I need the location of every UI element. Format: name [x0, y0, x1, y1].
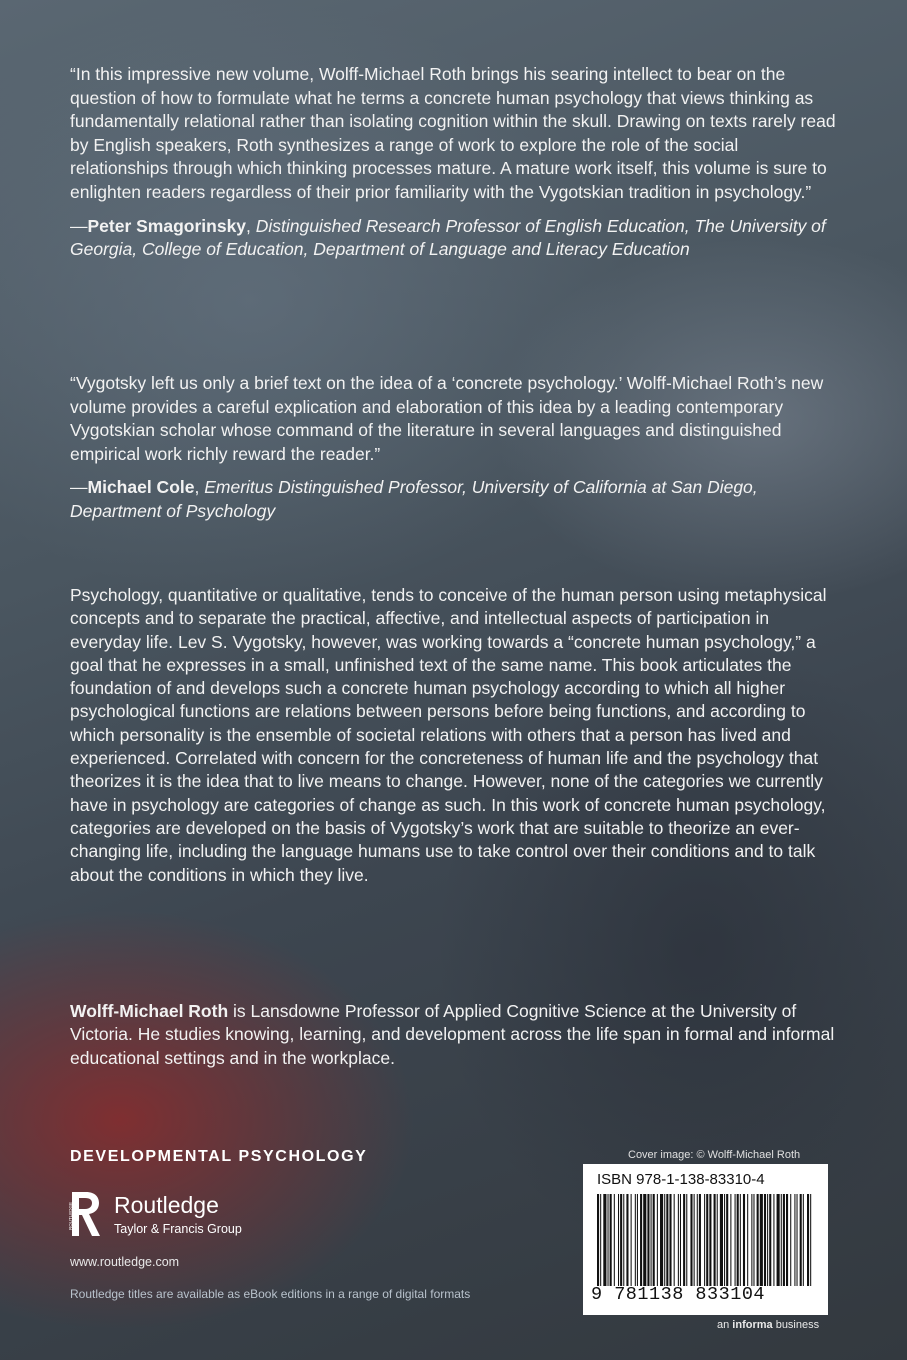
barcode-bar: [637, 1194, 638, 1286]
barcode-bar: [807, 1194, 809, 1286]
barcode-bar: [757, 1194, 759, 1286]
barcode-bar: [664, 1194, 665, 1286]
barcode-bar: [726, 1194, 728, 1286]
barcode-bar: [647, 1194, 649, 1286]
barcode-bar: [740, 1194, 741, 1286]
barcode-bar: [694, 1194, 695, 1286]
author-bio-text: [70, 1000, 840, 1070]
barcode-bar: [651, 1194, 652, 1286]
quote-1-separator: ,: [246, 215, 256, 236]
quote-1-role: Distinguished Research Professor of English Education, The University of Georgia, College of Education, Department of Language and Literacy Education: [70, 215, 826, 260]
barcode-bar: [640, 1194, 642, 1286]
barcode-bar: [764, 1194, 766, 1286]
barcode-bar: [753, 1194, 754, 1286]
barcode-bar: [743, 1194, 745, 1286]
quote-2-attribution: [70, 476, 840, 523]
author-bio-body: is Lansdowne Professor of Applied Cognitive Science at the University of Victoria. He studies knowing, learning, and development across the life span in formal and informal educational settings and in the workplace.: [70, 1001, 835, 1068]
barcode-bar: [600, 1194, 601, 1286]
series-title: DEVELOPMENTAL PSYCHOLOGY: [70, 1148, 368, 1165]
barcode-bar: [760, 1194, 763, 1286]
barcode-bar: [674, 1194, 675, 1286]
logo-vertical-text: ROUTLEDGE: [68, 1201, 73, 1230]
isbn-barcode: [583, 1164, 828, 1315]
barcode-bar: [603, 1194, 606, 1286]
barcode-bar: [704, 1194, 705, 1286]
barcode-bar: [724, 1194, 725, 1286]
barcode-bar: [699, 1194, 701, 1286]
isbn-label: ISBN 978-1-138-83310-4: [597, 1171, 765, 1188]
quote-2-dash: —: [70, 477, 88, 498]
barcode-bar: [614, 1194, 615, 1286]
cover-credit: Cover image: © Wolff-Michael Roth: [628, 1149, 801, 1161]
barcode-bars: [597, 1194, 812, 1286]
barcode-bar: [735, 1194, 736, 1286]
barcode-bar: [794, 1194, 795, 1286]
barcode-bar: [666, 1194, 668, 1286]
barcode-bar: [717, 1194, 718, 1286]
barcode-bar: [618, 1194, 619, 1286]
quote-2-text: “Vygotsky left us only a brief text on the idea of a ‘concrete psychology.’ Wolff-Michael Roth’s new volume provides a careful explication and elaboration of this idea by a leading contemporary Vygotskian scholar whose command of the literature in several languages and distinguished empirical work richly reward the reader.”: [70, 373, 824, 464]
quote-2-role: Emeritus Distinguished Professor, University of California at San Diego, Department of Psychology: [70, 477, 758, 521]
quote-1-text: “In this impressive new volume, Wolff-Michael Roth brings his searing intellect to bear on the question of how to formulate what he terms a concrete human psychology that views thinking as fundamentally relational rather than isolating cognition within the skull. Drawing on texts rarely read by English speakers, Roth synthesizes a range of work to explore the role of the social relationships through which thinking processes mature. A mature work itself, this volume is sure to enlighten readers regardless of their prior familiarity with the Vygotskian tradition in psychology.”: [70, 64, 836, 202]
publisher-website[interactable]: www.routledge.com: [70, 1255, 180, 1269]
barcode-bar: [686, 1194, 687, 1286]
barcode-bar: [720, 1194, 723, 1286]
book-description: [70, 584, 840, 887]
barcode-bar: [635, 1194, 636, 1286]
description-text: Psychology, quantitative or qualitative, tends to conceive of the human person using metaphysical concepts and to separate the practical, affective, and intellectual aspects of participation in everyday life. Lev S. Vygotsky, however, was working towards a “concrete human psychology,” a goal that he expresses in a small, unfinished text of the same name. This book articulates the foundation of and develops such a concrete human psychology according to which all higher psychological functions are relations between persons before being functions, and according to which personality is the ensemble of societal relations with others that a person has lived and experienced. Correlated with concern for the concreteness of human life and the psychology that theorizes it is the idea that to live means to change. However, none of the categories we currently have in psychology are categories of change as such. In this work of concrete human psychology, categories are developed on the basis of Vygotsky’s work that are suitable to theorize an ever-changing life, including the language humans use to take control over their conditions and to talk about the conditions in which they live.: [70, 585, 827, 885]
barcode-bar: [608, 1194, 609, 1286]
quote-1-name: Peter Smagorinsky: [87, 215, 247, 236]
barcode-bar: [751, 1194, 752, 1286]
barcode-bar: [781, 1194, 782, 1286]
barcode-bar: [657, 1194, 658, 1286]
barcode-bar: [706, 1194, 708, 1286]
barcode-bar: [803, 1194, 804, 1286]
routledge-r-icon: [68, 1190, 104, 1240]
quote-2-name: Michael Cole: [87, 477, 195, 498]
quote-1: [70, 63, 840, 262]
barcode-bar: [730, 1194, 731, 1286]
barcode-bar: [777, 1194, 780, 1286]
barcode-bar: [623, 1194, 624, 1286]
barcode-bar: [690, 1194, 692, 1286]
barcode-bar: [773, 1194, 774, 1286]
quote-1-dash: —: [70, 215, 88, 236]
barcode-bar: [697, 1194, 698, 1286]
informa-prefix: an: [717, 1319, 733, 1331]
barcode-bar: [714, 1194, 716, 1286]
barcode-bar: [797, 1194, 798, 1286]
quote-2: [70, 372, 840, 524]
barcode-bar: [783, 1194, 785, 1286]
quote-1-attribution: [70, 215, 840, 262]
barcode-bar: [660, 1194, 663, 1286]
barcode-bar: [680, 1194, 681, 1286]
ebook-note: Routledge titles are available as eBook editions in a range of digital formats: [70, 1287, 471, 1301]
barcode-bar: [610, 1194, 612, 1286]
barcode-bar: [626, 1194, 628, 1286]
barcode-bar: [786, 1194, 788, 1286]
barcode-bar: [620, 1194, 622, 1286]
barcode-bar: [810, 1194, 811, 1286]
barcode-bar: [790, 1194, 791, 1286]
routledge-logo: [68, 1190, 268, 1240]
barcode-bar: [767, 1194, 768, 1286]
barcode-bar: [643, 1194, 646, 1286]
barcode-bar: [709, 1194, 711, 1286]
barcode-bar: [747, 1194, 748, 1286]
author-name: Wolff-Michael Roth: [70, 1001, 229, 1021]
isbn-digits: 9 781138 833104: [591, 1284, 766, 1305]
barcode-bar: [678, 1194, 679, 1286]
barcode-bar: [683, 1194, 685, 1286]
barcode-bar: [653, 1194, 655, 1286]
publisher-name: Routledge: [114, 1192, 219, 1218]
informa-brand: informa: [732, 1319, 773, 1331]
barcode-bar: [737, 1194, 739, 1286]
author-bio: [70, 1000, 840, 1070]
informa-business: [717, 1319, 819, 1331]
barcode-bar: [769, 1194, 771, 1286]
barcode-bar: [631, 1194, 632, 1286]
informa-suffix: business: [772, 1319, 820, 1331]
quote-2-separator: ,: [194, 477, 205, 498]
publisher-subtitle: Taylor & Francis Group: [114, 1222, 242, 1236]
barcode-bar: [669, 1194, 671, 1286]
barcode-bar: [597, 1194, 599, 1286]
barcode-bar: [800, 1194, 802, 1286]
